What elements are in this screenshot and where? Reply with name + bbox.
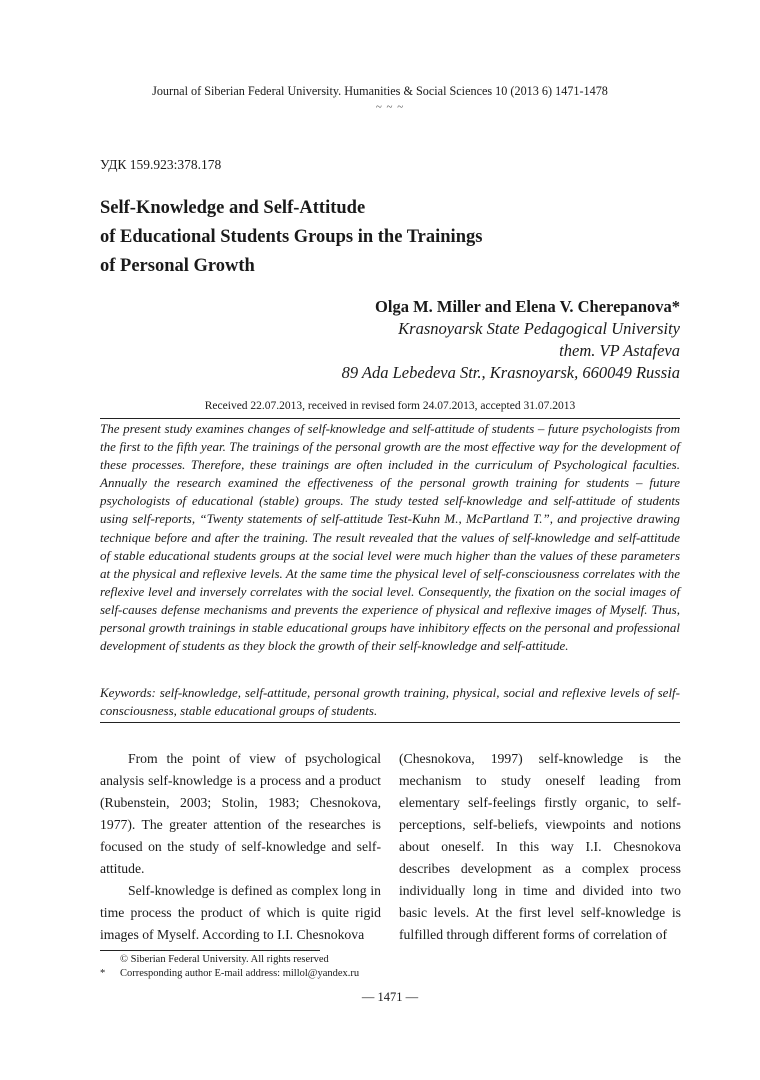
footnote-copyright bbox=[100, 953, 329, 967]
article-title bbox=[100, 194, 660, 281]
author-names: Olga M. Miller and Elena V. Cherepanova* bbox=[375, 297, 680, 316]
page-number: — 1471 — bbox=[361, 990, 419, 1004]
abstract: The present study examines changes of self-knowledge and self-attitude of students – future psychologists from the first to the fifth year. The trainings of the personal growth are the most effective way for the development of these processes. Therefore, these trainings are often included in the curriculum of Psychological faculties. Annually the research examined the effectiveness of the personal growth training for students – future psychologists of educational (stable) groups. The study tested self-knowledge and self-attitude of students using self-reports, “Twenty statements of self-attitude Test-Kuhn M., McPartland T.”, and projective drawing technique before and after the training. The result revealed that the values of self-knowledge and self-attitude of stable educational students groups at the social level were much higher than the values of these parameters at the physical and reflexive levels. At the same time the physical level of self-consciousness correlates with the reflexive level and inversely correlates with the social level. Consequently, the fixation on the social images of self-causes defense mechanisms and prevents the experience of physical and reflexive images of Myself. Thus, personal growth trainings in stable educational groups have inhibitory effects on the personal and professional development of students as they block the growth of their self-knowledge and self-attitude. bbox=[100, 421, 680, 654]
udk-code: УДК 159.923:378.178 bbox=[100, 157, 222, 172]
footnote-rule bbox=[100, 950, 320, 951]
footnote-text: Corresponding author E-mail address: millol@yandex.ru bbox=[120, 968, 360, 979]
title-line: of Personal Growth bbox=[100, 256, 255, 276]
affiliation-line: 89 Ada Lebedeva Str., Krasnoyarsk, 660049 Russia bbox=[341, 363, 680, 382]
body-paragraph: Self-knowledge is defined as complex long in time process the product of which is quite rigid images of Myself. According to I.I. Chesnokova bbox=[100, 883, 381, 942]
abstract-bottom-rule bbox=[100, 722, 680, 723]
title-line: of Educational Students Groups in the Trainings bbox=[100, 227, 483, 247]
journal-header: Journal of Siberian Federal University. Humanities & Social Sciences 10 (2013 6) 1471-1478 bbox=[152, 84, 608, 98]
title-line: Self-Knowledge and Self-Attitude bbox=[100, 198, 366, 218]
affiliation-line: Krasnoyarsk State Pedagogical University bbox=[398, 319, 680, 338]
body-column-right bbox=[399, 748, 681, 946]
author-block bbox=[342, 296, 680, 384]
affiliation-line: them. VP Astafeva bbox=[559, 341, 680, 360]
body-column-left bbox=[100, 748, 381, 946]
journal-header-ornament: ~ ~ ~ bbox=[375, 101, 405, 113]
abstract-top-rule bbox=[100, 418, 680, 419]
footnote-text: © Siberian Federal University. All rights reserved bbox=[120, 954, 329, 965]
keywords: Keywords: self-knowledge, self-attitude, personal growth training, physical, social and reflexive levels of self-consciousness, stable educational groups of students. bbox=[100, 685, 680, 719]
body-paragraph: (Chesnokova, 1997) self-knowledge is the mechanism to study oneself leading from elementary self-feelings firstly organic, to self-perceptions, self-beliefs, viewpoints and notions about oneself. In this way I.I. Chesnokova describes development as a complex process individually long in time and divided into two basic levels. At the first level self-knowledge is fulfilled through different forms of correlation of bbox=[399, 751, 681, 942]
body-paragraph: From the point of view of psychological analysis self-knowledge is a process and a product (Rubenstein, 2003; Stolin, 1983; Chesnokova, 1977). The greater attention of the researches is focused on the study of self-knowledge and self-attitude. bbox=[100, 751, 381, 876]
footnote-mark: * bbox=[100, 968, 106, 979]
footnote-corresponding-author bbox=[100, 967, 359, 981]
received-dates: Received 22.07.2013, received in revised form 24.07.2013, accepted 31.07.2013 bbox=[204, 400, 576, 412]
